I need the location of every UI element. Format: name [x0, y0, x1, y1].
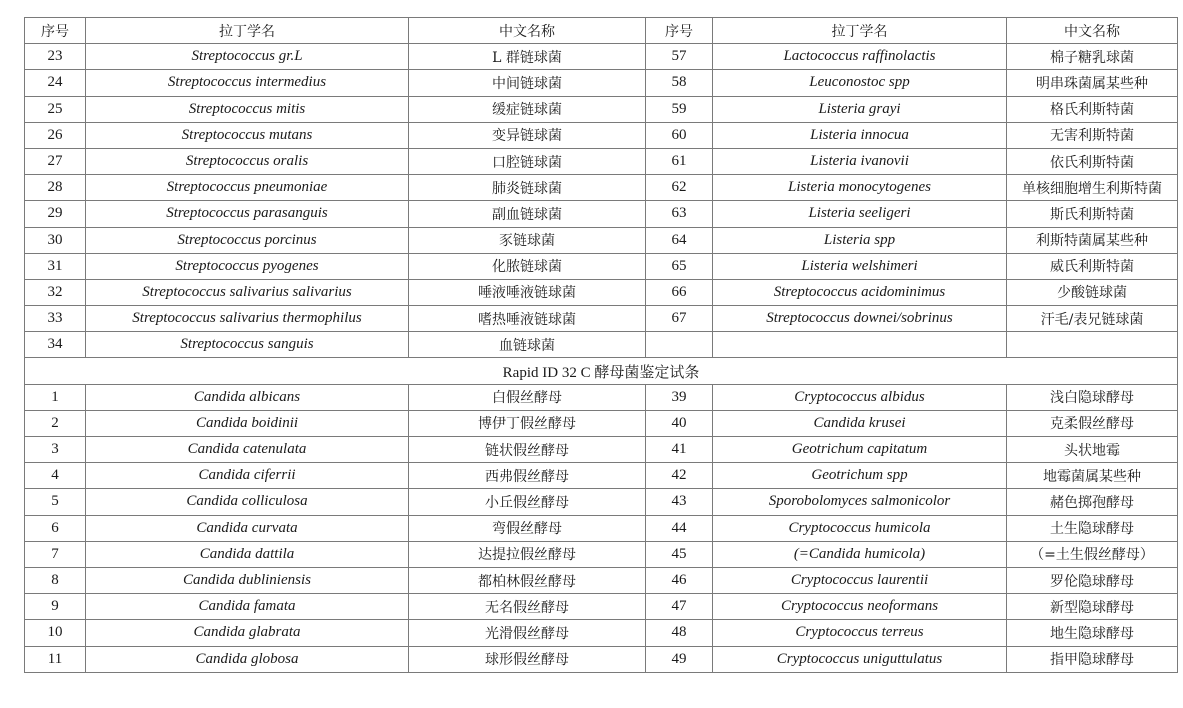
latin-name-right [713, 332, 1007, 358]
latin-name-right: Listeria welshimeri [713, 253, 1007, 279]
table-row [25, 620, 1178, 646]
row-number-right: 63 [646, 201, 713, 227]
table-row [25, 463, 1178, 489]
latin-name-right: (=Candida humicola) [713, 541, 1007, 567]
latin-name-right: Listeria monocytogenes [713, 175, 1007, 201]
chinese-name-left: 都柏林假丝酵母 [409, 567, 646, 593]
chinese-name-left: 中间链球菌 [409, 70, 646, 96]
chinese-name-right: 格氏利斯特菌 [1007, 96, 1178, 122]
chinese-name-left: 豕链球菌 [409, 227, 646, 253]
chinese-name-right: 头状地霉 [1007, 437, 1178, 463]
chinese-name-right: 地生隐球酵母 [1007, 620, 1178, 646]
chinese-name-right: （=土生假丝酵母） [1007, 541, 1178, 567]
row-number-left: 3 [25, 437, 86, 463]
chinese-name-left: 西弗假丝酵母 [409, 463, 646, 489]
chinese-name-left: 光滑假丝酵母 [409, 620, 646, 646]
row-number-right: 42 [646, 463, 713, 489]
latin-name-left: Streptococcus parasanguis [86, 201, 409, 227]
table-row [25, 567, 1178, 593]
row-number-right: 59 [646, 96, 713, 122]
row-number-left: 28 [25, 175, 86, 201]
section-2-body [25, 384, 1178, 672]
latin-name-right: Geotrichum capitatum [713, 437, 1007, 463]
table-row [25, 148, 1178, 174]
row-number-right: 44 [646, 515, 713, 541]
chinese-name-right: 利斯特菌属某些种 [1007, 227, 1178, 253]
latin-name-left: Candida boidinii [86, 410, 409, 436]
latin-name-left: Streptococcus mutans [86, 122, 409, 148]
row-number-left: 4 [25, 463, 86, 489]
latin-name-left: Candida ciferrii [86, 463, 409, 489]
chinese-name-left: 链状假丝酵母 [409, 437, 646, 463]
row-number-left: 27 [25, 148, 86, 174]
table-row [25, 541, 1178, 567]
row-number-right: 64 [646, 227, 713, 253]
chinese-name-left: 变异链球菌 [409, 122, 646, 148]
row-number-left: 11 [25, 646, 86, 672]
chinese-name-left: 博伊丁假丝酵母 [409, 410, 646, 436]
header-no-left: 序号 [25, 18, 86, 44]
chinese-name-right: 土生隐球酵母 [1007, 515, 1178, 541]
row-number-right: 61 [646, 148, 713, 174]
row-number-right: 65 [646, 253, 713, 279]
chinese-name-right: 新型隐球酵母 [1007, 594, 1178, 620]
table-row [25, 437, 1178, 463]
latin-name-left: Streptococcus oralis [86, 148, 409, 174]
chinese-name-right: 指甲隐球酵母 [1007, 646, 1178, 672]
row-number-left: 29 [25, 201, 86, 227]
row-number-right: 45 [646, 541, 713, 567]
latin-name-left: Streptococcus mitis [86, 96, 409, 122]
row-number-left: 8 [25, 567, 86, 593]
latin-name-right: Cryptococcus uniguttulatus [713, 646, 1007, 672]
chinese-name-left: 唾液唾液链球菌 [409, 279, 646, 305]
chinese-name-right: 棉子糖乳球菌 [1007, 44, 1178, 70]
row-number-left: 6 [25, 515, 86, 541]
chinese-name-left: 达提拉假丝酵母 [409, 541, 646, 567]
row-number-left: 5 [25, 489, 86, 515]
chinese-name-left: 缓症链球菌 [409, 96, 646, 122]
table-row [25, 175, 1178, 201]
chinese-name-right: 罗伦隐球酵母 [1007, 567, 1178, 593]
header-row [25, 18, 1178, 44]
row-number-right: 40 [646, 410, 713, 436]
row-number-left: 23 [25, 44, 86, 70]
table-row [25, 515, 1178, 541]
row-number-left: 7 [25, 541, 86, 567]
table-row [25, 227, 1178, 253]
species-table [24, 17, 1178, 673]
latin-name-left: Streptococcus pneumoniae [86, 175, 409, 201]
latin-name-left: Candida curvata [86, 515, 409, 541]
header-latin-left: 拉丁学名 [86, 18, 409, 44]
row-number-right: 47 [646, 594, 713, 620]
latin-name-left: Streptococcus salivarius salivarius [86, 279, 409, 305]
row-number-right [646, 332, 713, 358]
latin-name-left: Candida famata [86, 594, 409, 620]
latin-name-left: Streptococcus intermedius [86, 70, 409, 96]
row-number-left: 2 [25, 410, 86, 436]
chinese-name-left: 白假丝酵母 [409, 384, 646, 410]
chinese-name-right: 明串珠菌属某些种 [1007, 70, 1178, 96]
table-row [25, 253, 1178, 279]
chinese-name-left: L 群链球菌 [409, 44, 646, 70]
chinese-name-right: 地霉菌属某些种 [1007, 463, 1178, 489]
latin-name-left: Candida dubliniensis [86, 567, 409, 593]
table-row [25, 489, 1178, 515]
row-number-right: 66 [646, 279, 713, 305]
row-number-right: 49 [646, 646, 713, 672]
latin-name-left: Streptococcus pyogenes [86, 253, 409, 279]
row-number-left: 9 [25, 594, 86, 620]
row-number-left: 1 [25, 384, 86, 410]
row-number-right: 67 [646, 306, 713, 332]
row-number-right: 62 [646, 175, 713, 201]
row-number-left: 26 [25, 122, 86, 148]
latin-name-left: Candida glabrata [86, 620, 409, 646]
table-row [25, 332, 1178, 358]
table-row [25, 410, 1178, 436]
latin-name-right: Streptococcus acidominimus [713, 279, 1007, 305]
chinese-name-right: 少酸链球菌 [1007, 279, 1178, 305]
chinese-name-right: 无害利斯特菌 [1007, 122, 1178, 148]
chinese-name-left: 嗜热唾液链球菌 [409, 306, 646, 332]
chinese-name-right: 威氏利斯特菌 [1007, 253, 1178, 279]
latin-name-right: Listeria innocua [713, 122, 1007, 148]
chinese-name-right: 赭色掷孢酵母 [1007, 489, 1178, 515]
chinese-name-left: 无名假丝酵母 [409, 594, 646, 620]
latin-name-right: Lactococcus raffinolactis [713, 44, 1007, 70]
latin-name-left: Candida albicans [86, 384, 409, 410]
latin-name-left: Streptococcus porcinus [86, 227, 409, 253]
row-number-left: 24 [25, 70, 86, 96]
chinese-name-right: 克柔假丝酵母 [1007, 410, 1178, 436]
row-number-right: 41 [646, 437, 713, 463]
row-number-right: 57 [646, 44, 713, 70]
table-row [25, 122, 1178, 148]
row-number-left: 33 [25, 306, 86, 332]
row-number-left: 34 [25, 332, 86, 358]
header-latin-right: 拉丁学名 [713, 18, 1007, 44]
chinese-name-right: 依氏利斯特菌 [1007, 148, 1178, 174]
chinese-name-left: 肺炎链球菌 [409, 175, 646, 201]
row-number-left: 10 [25, 620, 86, 646]
section-title: Rapid ID 32 C 酵母菌鉴定试条 [25, 358, 1178, 384]
table-row [25, 646, 1178, 672]
chinese-name-left: 副血链球菌 [409, 201, 646, 227]
table-row [25, 279, 1178, 305]
table-row [25, 44, 1178, 70]
header-no-right: 序号 [646, 18, 713, 44]
latin-name-right: Cryptococcus neoformans [713, 594, 1007, 620]
table-row [25, 70, 1178, 96]
chinese-name-right: 斯氏利斯特菌 [1007, 201, 1178, 227]
row-number-right: 39 [646, 384, 713, 410]
latin-name-left: Candida dattila [86, 541, 409, 567]
latin-name-right: Sporobolomyces salmonicolor [713, 489, 1007, 515]
row-number-right: 48 [646, 620, 713, 646]
chinese-name-right: 单核细胞增生利斯特菌 [1007, 175, 1178, 201]
latin-name-right: Cryptococcus laurentii [713, 567, 1007, 593]
chinese-name-right: 汗毛/表兄链球菌 [1007, 306, 1178, 332]
latin-name-right: Cryptococcus terreus [713, 620, 1007, 646]
chinese-name-right [1007, 332, 1178, 358]
row-number-left: 25 [25, 96, 86, 122]
latin-name-right: Listeria grayi [713, 96, 1007, 122]
section-title-row [25, 358, 1178, 384]
table-row [25, 384, 1178, 410]
latin-name-right: Cryptococcus humicola [713, 515, 1007, 541]
latin-name-left: Candida globosa [86, 646, 409, 672]
table-row [25, 594, 1178, 620]
latin-name-left: Candida colliculosa [86, 489, 409, 515]
table-row [25, 201, 1178, 227]
section-1-body [25, 44, 1178, 358]
header-chinese-left: 中文名称 [409, 18, 646, 44]
row-number-left: 32 [25, 279, 86, 305]
latin-name-left: Streptococcus sanguis [86, 332, 409, 358]
row-number-right: 58 [646, 70, 713, 96]
chinese-name-left: 血链球菌 [409, 332, 646, 358]
section-title-body [25, 358, 1178, 384]
row-number-right: 43 [646, 489, 713, 515]
latin-name-right: Leuconostoc spp [713, 70, 1007, 96]
latin-name-right: Geotrichum spp [713, 463, 1007, 489]
header-chinese-right: 中文名称 [1007, 18, 1178, 44]
chinese-name-left: 球形假丝酵母 [409, 646, 646, 672]
chinese-name-left: 小丘假丝酵母 [409, 489, 646, 515]
latin-name-right: Listeria ivanovii [713, 148, 1007, 174]
latin-name-right: Listeria spp [713, 227, 1007, 253]
latin-name-left: Streptococcus salivarius thermophilus [86, 306, 409, 332]
chinese-name-left: 口腔链球菌 [409, 148, 646, 174]
row-number-left: 31 [25, 253, 86, 279]
latin-name-right: Streptococcus downei/sobrinus [713, 306, 1007, 332]
row-number-right: 46 [646, 567, 713, 593]
latin-name-right: Listeria seeligeri [713, 201, 1007, 227]
table-row [25, 96, 1178, 122]
latin-name-right: Candida krusei [713, 410, 1007, 436]
chinese-name-left: 化脓链球菌 [409, 253, 646, 279]
latin-name-left: Streptococcus gr.L [86, 44, 409, 70]
chinese-name-right: 浅白隐球酵母 [1007, 384, 1178, 410]
row-number-right: 60 [646, 122, 713, 148]
latin-name-right: Cryptococcus albidus [713, 384, 1007, 410]
table-row [25, 306, 1178, 332]
row-number-left: 30 [25, 227, 86, 253]
latin-name-left: Candida catenulata [86, 437, 409, 463]
chinese-name-left: 弯假丝酵母 [409, 515, 646, 541]
